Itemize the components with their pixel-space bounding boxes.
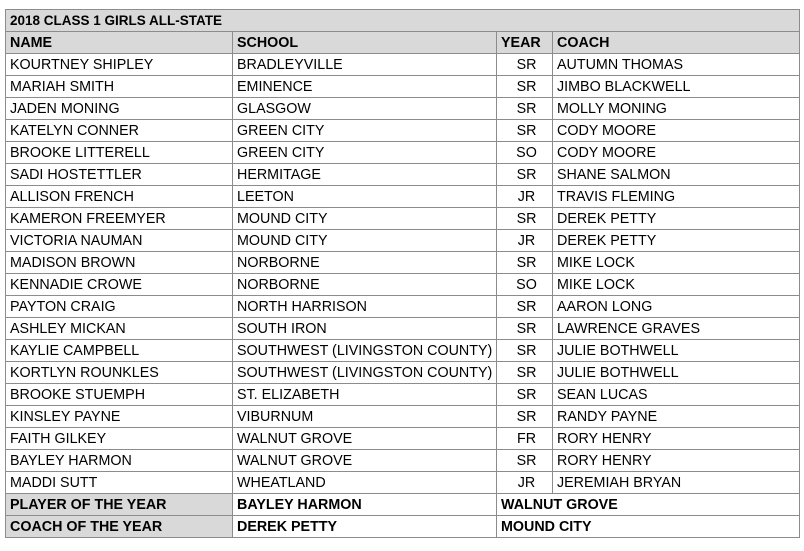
year-cell: JR: [497, 230, 553, 252]
column-header-coach: COACH: [553, 32, 800, 54]
table-row: [6, 98, 800, 120]
award-label-cell: PLAYER OF THE YEAR: [6, 494, 233, 516]
player-name-cell: ALLISON FRENCH: [6, 186, 233, 208]
player-name-cell: FAITH GILKEY: [6, 428, 233, 450]
column-header-school: SCHOOL: [233, 32, 497, 54]
table-row: [6, 76, 800, 98]
school-cell: WALNUT GROVE: [233, 450, 497, 472]
school-cell: GREEN CITY: [233, 120, 497, 142]
school-cell: EMINENCE: [233, 76, 497, 98]
school-cell: WALNUT GROVE: [233, 428, 497, 450]
year-cell: SR: [497, 384, 553, 406]
year-cell: SR: [497, 76, 553, 98]
school-cell: HERMITAGE: [233, 164, 497, 186]
award-school-cell: WALNUT GROVE: [497, 494, 800, 516]
player-name-cell: MARIAH SMITH: [6, 76, 233, 98]
player-name-cell: KOURTNEY SHIPLEY: [6, 54, 233, 76]
table-row: [6, 296, 800, 318]
title-row: [6, 10, 800, 32]
school-cell: MOUND CITY: [233, 208, 497, 230]
coach-cell: CODY MOORE: [553, 142, 800, 164]
school-cell: LEETON: [233, 186, 497, 208]
player-name-cell: BAYLEY HARMON: [6, 450, 233, 472]
player-name-cell: VICTORIA NAUMAN: [6, 230, 233, 252]
table-row: [6, 340, 800, 362]
table-row: [6, 120, 800, 142]
year-cell: SR: [497, 252, 553, 274]
year-cell: SR: [497, 450, 553, 472]
coach-cell: JULIE BOTHWELL: [553, 340, 800, 362]
coach-cell: CODY MOORE: [553, 120, 800, 142]
award-person-cell: BAYLEY HARMON: [233, 494, 497, 516]
player-name-cell: KAMERON FREEMYER: [6, 208, 233, 230]
table-row: [6, 384, 800, 406]
coach-cell: MOLLY MONING: [553, 98, 800, 120]
table-row: [6, 142, 800, 164]
coach-cell: JEREMIAH BRYAN: [553, 472, 800, 494]
school-cell: GLASGOW: [233, 98, 497, 120]
coach-cell: RANDY PAYNE: [553, 406, 800, 428]
award-row: [6, 494, 800, 516]
column-header-year: YEAR: [497, 32, 553, 54]
year-cell: SR: [497, 296, 553, 318]
table-row: [6, 230, 800, 252]
coach-cell: LAWRENCE GRAVES: [553, 318, 800, 340]
year-cell: SR: [497, 120, 553, 142]
year-cell: JR: [497, 186, 553, 208]
player-name-cell: KATELYN CONNER: [6, 120, 233, 142]
player-name-cell: ASHLEY MICKAN: [6, 318, 233, 340]
table-row: [6, 450, 800, 472]
column-header-name: NAME: [6, 32, 233, 54]
year-cell: FR: [497, 428, 553, 450]
table-row: [6, 164, 800, 186]
year-cell: SR: [497, 164, 553, 186]
school-cell: VIBURNUM: [233, 406, 497, 428]
coach-cell: JULIE BOTHWELL: [553, 362, 800, 384]
table-row: [6, 318, 800, 340]
table-body: [6, 10, 800, 538]
coach-cell: AUTUMN THOMAS: [553, 54, 800, 76]
table-row: [6, 208, 800, 230]
school-cell: BRADLEYVILLE: [233, 54, 497, 76]
coach-cell: SEAN LUCAS: [553, 384, 800, 406]
player-name-cell: JADEN MONING: [6, 98, 233, 120]
player-name-cell: MADISON BROWN: [6, 252, 233, 274]
table-row: [6, 252, 800, 274]
school-cell: WHEATLAND: [233, 472, 497, 494]
year-cell: JR: [497, 472, 553, 494]
table-title: 2018 CLASS 1 GIRLS ALL-STATE: [6, 10, 800, 32]
year-cell: SR: [497, 208, 553, 230]
player-name-cell: KINSLEY PAYNE: [6, 406, 233, 428]
coach-cell: RORY HENRY: [553, 428, 800, 450]
school-cell: SOUTH IRON: [233, 318, 497, 340]
school-cell: SOUTHWEST (LIVINGSTON COUNTY): [233, 340, 497, 362]
coach-cell: AARON LONG: [553, 296, 800, 318]
coach-cell: TRAVIS FLEMING: [553, 186, 800, 208]
school-cell: NORBORNE: [233, 274, 497, 296]
player-name-cell: KAYLIE CAMPBELL: [6, 340, 233, 362]
year-cell: SO: [497, 142, 553, 164]
all-state-table: [5, 9, 800, 538]
year-cell: SR: [497, 54, 553, 76]
year-cell: SR: [497, 318, 553, 340]
coach-cell: DEREK PETTY: [553, 230, 800, 252]
player-name-cell: KORTLYN ROUNKLES: [6, 362, 233, 384]
player-name-cell: PAYTON CRAIG: [6, 296, 233, 318]
coach-cell: SHANE SALMON: [553, 164, 800, 186]
award-person-cell: DEREK PETTY: [233, 516, 497, 538]
coach-cell: RORY HENRY: [553, 450, 800, 472]
player-name-cell: BROOKE LITTERELL: [6, 142, 233, 164]
player-name-cell: KENNADIE CROWE: [6, 274, 233, 296]
coach-cell: DEREK PETTY: [553, 208, 800, 230]
table-row: [6, 54, 800, 76]
school-cell: NORBORNE: [233, 252, 497, 274]
player-name-cell: MADDI SUTT: [6, 472, 233, 494]
table-row: [6, 274, 800, 296]
year-cell: SR: [497, 406, 553, 428]
school-cell: GREEN CITY: [233, 142, 497, 164]
player-name-cell: BROOKE STUEMPH: [6, 384, 233, 406]
player-name-cell: SADI HOSTETTLER: [6, 164, 233, 186]
coach-cell: MIKE LOCK: [553, 252, 800, 274]
table-row: [6, 472, 800, 494]
year-cell: SR: [497, 362, 553, 384]
table-row: [6, 362, 800, 384]
year-cell: SR: [497, 340, 553, 362]
award-school-cell: MOUND CITY: [497, 516, 800, 538]
school-cell: ST. ELIZABETH: [233, 384, 497, 406]
award-label-cell: COACH OF THE YEAR: [6, 516, 233, 538]
coach-cell: MIKE LOCK: [553, 274, 800, 296]
header-row: [6, 32, 800, 54]
school-cell: SOUTHWEST (LIVINGSTON COUNTY): [233, 362, 497, 384]
year-cell: SR: [497, 98, 553, 120]
coach-cell: JIMBO BLACKWELL: [553, 76, 800, 98]
table-row: [6, 406, 800, 428]
school-cell: NORTH HARRISON: [233, 296, 497, 318]
award-row: [6, 516, 800, 538]
table-row: [6, 428, 800, 450]
school-cell: MOUND CITY: [233, 230, 497, 252]
table-row: [6, 186, 800, 208]
year-cell: SO: [497, 274, 553, 296]
